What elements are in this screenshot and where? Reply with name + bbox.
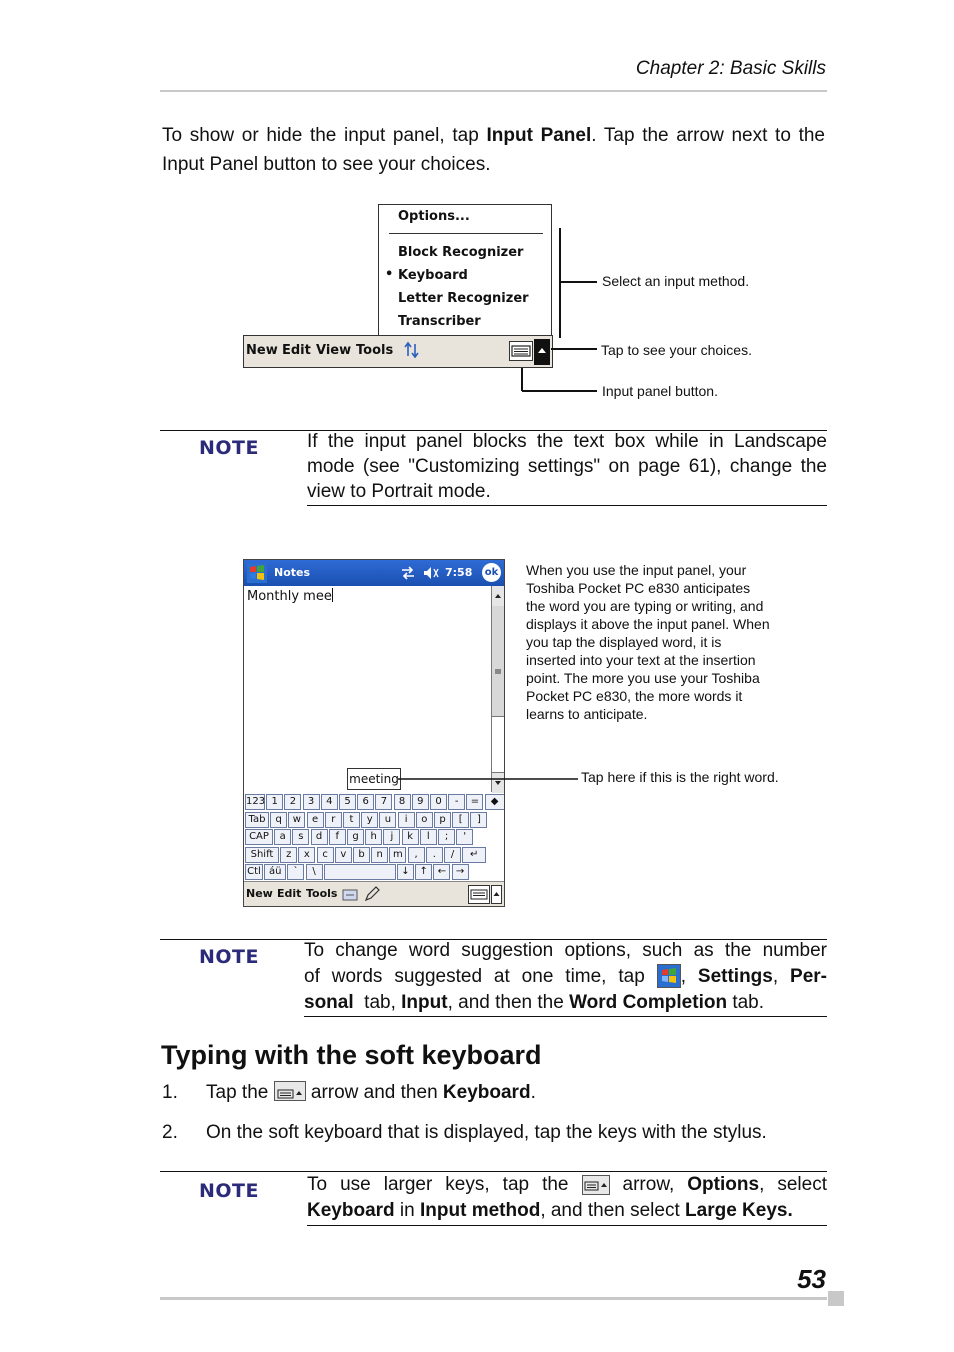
key[interactable]: ` xyxy=(287,864,304,880)
bottom-menu-edit[interactable]: Edit xyxy=(277,887,302,900)
bottom-menu-new[interactable]: New xyxy=(246,887,273,900)
key[interactable]: CAP xyxy=(245,829,273,845)
key[interactable]: i xyxy=(398,812,415,828)
key[interactable]: 6 xyxy=(357,794,374,810)
figure2-main-callout: When you use the input panel, your Toshiba Pocket PC e830 anticipates the word you are typing or writing, and displays it above the input panel. When you tap the displayed word, it is inserted into your text at the insertion point. The more you use your Toshiba Pocket PC e830, the more words it learns to anticipate. xyxy=(526,562,770,722)
menubar-new[interactable]: New xyxy=(246,343,278,358)
note2-line3: sonal tab, Input, and then the Word Completion tab. xyxy=(304,992,765,1013)
input-panel-arrow-icon-note[interactable] xyxy=(582,1175,610,1195)
key[interactable]: 5 xyxy=(339,794,356,810)
footer-tab xyxy=(828,1291,844,1306)
key[interactable]: v xyxy=(335,847,352,863)
key[interactable]: t xyxy=(343,812,360,828)
key[interactable]: 1 xyxy=(266,794,283,810)
figure1-callout-lines xyxy=(500,225,610,400)
key[interactable]: Tab xyxy=(245,812,269,828)
key-space[interactable] xyxy=(324,864,396,880)
key[interactable]: 0 xyxy=(430,794,447,810)
key[interactable]: , xyxy=(408,847,425,863)
key[interactable]: q xyxy=(270,812,287,828)
key[interactable]: = xyxy=(466,794,483,810)
key[interactable]: d xyxy=(311,829,328,845)
title-bar xyxy=(244,560,504,586)
callout-tap-choices: Tap to see your choices. xyxy=(601,342,752,358)
key[interactable]: Shift xyxy=(245,847,279,863)
key[interactable]: áü xyxy=(264,864,286,880)
intro-paragraph: To show or hide the input panel, tap Input Panel. Tap the arrow next to the Input Panel button to see your choices. xyxy=(162,125,825,175)
menu-options[interactable]: Options... xyxy=(398,209,470,224)
figure2-callout-line xyxy=(398,776,580,782)
pda-bottom-menubar xyxy=(244,881,504,907)
app-title: Notes xyxy=(274,566,311,579)
scroll-thumb[interactable] xyxy=(492,606,504,717)
step2-number: 2. xyxy=(162,1122,178,1143)
section-heading: Typing with the soft keyboard xyxy=(161,1040,542,1070)
figure2-tap-callout: Tap here if this is the right word. xyxy=(581,769,779,785)
key[interactable]: x xyxy=(298,847,315,863)
key[interactable]: ↓ xyxy=(397,864,414,880)
start-menu-icon[interactable] xyxy=(657,964,681,988)
key[interactable]: g xyxy=(347,829,364,845)
key[interactable]: ' xyxy=(456,829,473,845)
key[interactable]: 8 xyxy=(394,794,411,810)
note-text-area[interactable] xyxy=(247,588,333,604)
speaker-icon[interactable] xyxy=(422,565,440,586)
note1-bottom-rule xyxy=(307,505,827,506)
callout-select-method: Select an input method. xyxy=(602,273,750,289)
step1-text: Tap the arrow and then Keyboard. xyxy=(206,1082,536,1103)
key[interactable]: r xyxy=(325,812,342,828)
key[interactable]: ← xyxy=(433,864,450,880)
key[interactable]: b xyxy=(353,847,370,863)
note2-text xyxy=(304,938,827,1016)
step1-number: 1. xyxy=(162,1082,178,1103)
note2-label: NOTE xyxy=(199,946,259,968)
key[interactable]: ] xyxy=(470,812,487,828)
typed-text: Monthly mee xyxy=(247,589,332,604)
menu-item-block-recognizer[interactable]: Block Recognizer xyxy=(398,245,524,260)
scroll-up-arrow[interactable] xyxy=(492,586,504,607)
menubar-edit[interactable]: Edit xyxy=(282,343,311,358)
key[interactable]: s xyxy=(292,829,309,845)
note3-label: NOTE xyxy=(199,1180,259,1202)
up-down-arrows-icon[interactable] xyxy=(404,340,420,365)
note3-line2: Keyboard in Input method, and then select Large Keys. xyxy=(307,1200,793,1221)
menu-item-keyboard[interactable]: Keyboard xyxy=(398,268,468,283)
key[interactable]: p xyxy=(434,812,451,828)
footer-rule xyxy=(160,1297,827,1300)
note2-bottom-rule xyxy=(304,1016,827,1017)
key[interactable]: y xyxy=(361,812,378,828)
key[interactable]: 123 xyxy=(245,794,265,810)
key[interactable]: - xyxy=(448,794,465,810)
key[interactable]: n xyxy=(371,847,388,863)
note3-line1: To use larger keys, tap the arrow, Options, select xyxy=(307,1174,827,1195)
key[interactable]: u xyxy=(379,812,396,828)
key[interactable]: ↵ xyxy=(462,847,486,863)
note2-line1: To change word suggestion options, such as the number xyxy=(304,940,827,961)
key[interactable]: 2 xyxy=(284,794,301,810)
clock[interactable]: 7:58 xyxy=(445,566,473,579)
note2-line2: of words suggested at one time, tap , Settings, Per- xyxy=(304,966,827,987)
key[interactable]: [ xyxy=(452,812,469,828)
key[interactable]: e xyxy=(307,812,324,828)
key[interactable]: c xyxy=(317,847,334,863)
record-icon[interactable] xyxy=(342,888,358,906)
key[interactable]: ; xyxy=(438,829,455,845)
header-rule xyxy=(160,90,827,92)
key[interactable]: w xyxy=(288,812,305,828)
soft-keyboard xyxy=(244,793,504,881)
keyboard-icon-bottom[interactable] xyxy=(468,885,490,904)
text-cursor xyxy=(332,588,333,602)
input-panel-arrow-icon[interactable] xyxy=(274,1081,306,1101)
key[interactable]: f xyxy=(329,829,346,845)
menubar-view[interactable]: View xyxy=(316,343,352,358)
bottom-menu-tools[interactable]: Tools xyxy=(306,887,338,900)
menu-item-letter-recognizer[interactable]: Letter Recognizer xyxy=(398,291,529,306)
note1-label: NOTE xyxy=(199,437,259,459)
key[interactable]: ◆ xyxy=(485,794,505,810)
windows-start-icon[interactable] xyxy=(246,562,268,589)
chapter-header: Chapter 2: Basic Skills xyxy=(635,58,826,79)
key[interactable]: l xyxy=(420,829,437,845)
key[interactable]: o xyxy=(416,812,433,828)
ok-button[interactable]: ok xyxy=(482,563,501,582)
key[interactable]: Ctl xyxy=(245,864,263,880)
key[interactable]: \ xyxy=(306,864,323,880)
word-suggestion[interactable]: meeting xyxy=(347,768,401,790)
menu-item-transcriber[interactable]: Transcriber xyxy=(398,314,481,329)
callout-input-button: Input panel button. xyxy=(602,383,718,399)
key[interactable]: h xyxy=(365,829,382,845)
key[interactable]: m xyxy=(389,847,406,863)
note3-bottom-rule xyxy=(307,1225,827,1226)
key[interactable]: k xyxy=(402,829,419,845)
key[interactable]: 3 xyxy=(303,794,320,810)
key[interactable]: ↑ xyxy=(415,864,432,880)
key[interactable]: a xyxy=(274,829,291,845)
key[interactable]: 7 xyxy=(375,794,392,810)
key[interactable]: 4 xyxy=(321,794,338,810)
note3-text xyxy=(307,1172,827,1224)
scrollbar[interactable] xyxy=(491,586,505,792)
note1-text: If the input panel blocks the text box while in Landscape mode (see "Customizing settings" on page 61), change the view to Portrait mode. xyxy=(307,431,827,502)
key[interactable]: z xyxy=(280,847,297,863)
pda-screen xyxy=(243,559,505,907)
key[interactable]: j xyxy=(383,829,400,845)
key[interactable]: 9 xyxy=(412,794,429,810)
selected-bullet: • xyxy=(385,267,394,282)
step2-text: On the soft keyboard that is displayed, tap the keys with the stylus. xyxy=(206,1122,767,1143)
key[interactable]: → xyxy=(452,864,469,880)
menubar-tools[interactable]: Tools xyxy=(356,343,394,358)
connectivity-icon[interactable] xyxy=(400,565,416,586)
key[interactable]: . xyxy=(426,847,443,863)
key[interactable]: / xyxy=(444,847,461,863)
page-number: 53 xyxy=(797,1264,826,1294)
input-arrow-button-bottom[interactable] xyxy=(491,885,502,904)
pen-icon[interactable] xyxy=(364,886,380,907)
